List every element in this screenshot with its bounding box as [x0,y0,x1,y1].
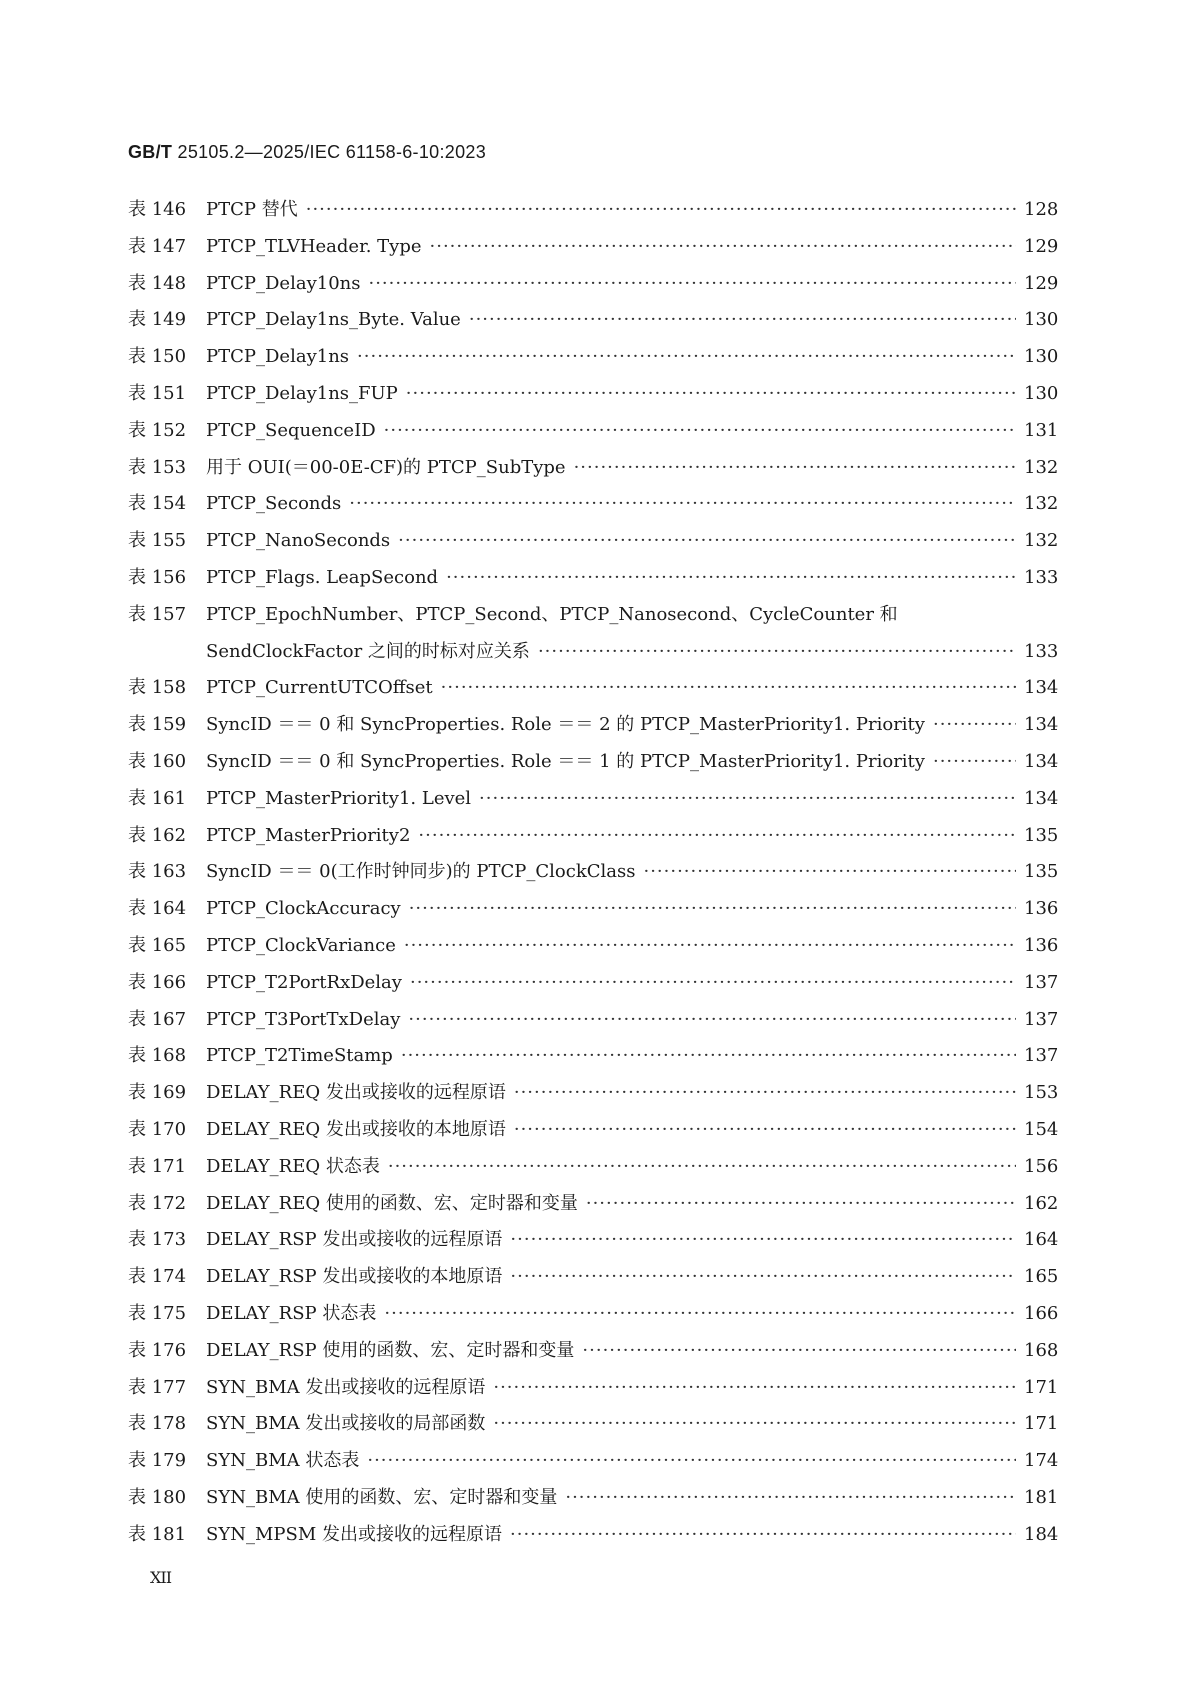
toc-dot-leader [933,744,1016,781]
toc-entry-title: SyncID ＝＝ 0(工作时钟同步)的 PTCP_ClockClass [206,861,636,883]
toc-entry-title: SYN_MPSM 发出或接收的远程原语 [206,1523,502,1545]
toc-dot-leader [510,1259,1016,1296]
toc-entry-title: SYN_BMA 状态表 [206,1450,360,1472]
toc-dot-leader [406,376,1016,413]
toc-entry[interactable] [128,744,1058,781]
document-header [128,142,486,163]
toc-entry-number: 表 172 [128,1192,187,1214]
toc-entry[interactable] [128,486,1058,523]
toc-dot-leader [430,229,1017,266]
toc-entry-number: 表 175 [128,1302,187,1324]
toc-entry[interactable] [128,597,1058,634]
toc-entry-number: 表 173 [128,1229,187,1251]
toc-entry-number: 表 154 [128,493,187,515]
toc-entry-number: 表 163 [128,861,187,883]
toc-entry-page: 137 [1024,971,1059,993]
toc-entry-page: 135 [1024,861,1059,883]
toc-entry-page: 132 [1024,493,1059,515]
toc-entry-title: PTCP_MasterPriority2 [206,824,411,846]
toc-entry[interactable] [128,1406,1058,1443]
toc-entry-page: 131 [1024,419,1059,441]
toc-entry-number: 表 160 [128,750,187,772]
toc-dot-leader [510,1222,1016,1259]
toc-entry[interactable] [128,1333,1058,1370]
toc-entry-title: PTCP_Delay10ns [206,272,361,294]
toc-dot-leader [384,413,1016,450]
toc-entry-title: PTCP_T2PortRxDelay [206,971,402,993]
toc-entry-page: 136 [1024,898,1059,920]
toc-entry-page: 184 [1024,1523,1059,1545]
toc-entry[interactable] [128,1075,1058,1112]
page-number: XII [150,1568,172,1587]
toc-entry-title: DELAY_REQ 发出或接收的本地原语 [206,1118,506,1140]
toc-entry[interactable] [128,192,1058,229]
toc-entry[interactable] [128,891,1058,928]
toc-entry[interactable] [128,928,1058,965]
toc-entry-title: PTCP_CurrentUTCOffset [206,677,433,699]
toc-entry-number: 表 171 [128,1155,187,1177]
toc-entry-number: 表 165 [128,934,187,956]
toc-entry-title: DELAY_RSP 发出或接收的本地原语 [206,1266,503,1288]
toc-entry-number: 表 180 [128,1486,187,1508]
table-of-contents [128,192,1058,1553]
toc-entry-title: PTCP_ClockAccuracy [206,898,401,920]
toc-dot-leader [479,781,1016,818]
toc-dot-leader [357,339,1016,376]
toc-entry-number: 表 166 [128,971,187,993]
toc-entry-number: 表 161 [128,787,187,809]
toc-dot-leader [446,560,1016,597]
toc-entry-title: PTCP_T2TimeStamp [206,1045,393,1067]
standard-prefix: GB/T [128,142,173,162]
toc-entry-page: 171 [1024,1413,1059,1435]
toc-entry-page: 162 [1024,1192,1059,1214]
toc-dot-leader [510,1517,1016,1554]
toc-entry-title: DELAY_RSP 状态表 [206,1302,377,1324]
toc-entry-title: PTCP_T3PortTxDelay [206,1008,401,1030]
toc-entry-title: PTCP_Delay1ns_FUP [206,382,398,404]
toc-entry[interactable] [128,965,1058,1002]
toc-entry-title: PTCP_Delay1ns [206,346,350,368]
toc-entry-page: 153 [1024,1082,1059,1104]
toc-entry-number: 表 159 [128,714,187,736]
toc-dot-leader [384,1296,1016,1333]
toc-entry-page: 156 [1024,1155,1059,1177]
toc-entry[interactable] [128,302,1058,339]
toc-entry-page: 129 [1024,235,1059,257]
toc-dot-leader [349,486,1016,523]
toc-entry[interactable] [128,1222,1058,1259]
toc-entry-number: 表 176 [128,1339,187,1361]
toc-entry-number: 表 162 [128,824,187,846]
toc-entry-page: 130 [1024,382,1059,404]
toc-entry-page: 133 [1024,640,1059,662]
toc-entry-page: 136 [1024,934,1059,956]
toc-dot-leader [367,1443,1016,1480]
toc-entry-number: 表 164 [128,898,187,920]
toc-entry-title: PTCP_Seconds [206,493,342,515]
toc-entry[interactable] [128,1038,1058,1075]
toc-entry[interactable] [128,229,1058,266]
toc-entry-title: DELAY_RSP 使用的函数、宏、定时器和变量 [206,1339,575,1361]
toc-entry-title: PTCP_EpochNumber、PTCP_Second、PTCP_Nanosecond、CycleCounter 和 [206,603,898,625]
toc-entry-title: PTCP_ClockVariance [206,934,396,956]
toc-entry-title: DELAY_REQ 使用的函数、宏、定时器和变量 [206,1192,578,1214]
toc-entry-title: SYN_BMA 发出或接收的局部函数 [206,1413,486,1435]
toc-entry-number: 表 149 [128,309,187,331]
toc-dot-leader [368,266,1016,303]
toc-entry-page: 135 [1024,824,1059,846]
toc-dot-leader [409,891,1016,928]
toc-entry-number: 表 146 [128,199,187,220]
toc-entry-page: 137 [1024,1008,1059,1030]
standard-number: 25105.2—2025/IEC 61158-6-10:2023 [172,142,487,162]
toc-dot-leader [514,1112,1016,1149]
toc-entry[interactable] [128,413,1058,450]
toc-entry-page: 130 [1024,346,1059,368]
toc-entry[interactable] [128,1517,1058,1554]
toc-entry-number: 表 177 [128,1376,187,1398]
toc-entry-title: SyncID ＝＝ 0 和 SyncProperties. Role ＝＝ 2 的 PTCP_MasterPriority1. Priority [206,714,925,736]
toc-entry-number: 表 178 [128,1413,187,1435]
toc-entry[interactable] [128,560,1058,597]
toc-dot-leader [401,1038,1016,1075]
toc-entry[interactable] [128,818,1058,855]
toc-entry[interactable] [128,339,1058,376]
toc-entry-page: 134 [1024,787,1059,809]
toc-entry[interactable] [128,266,1058,303]
toc-entry[interactable] [128,1112,1058,1149]
toc-entry-number: 表 148 [128,272,187,294]
toc-entry-page: 171 [1024,1376,1059,1398]
toc-dot-leader [398,523,1016,560]
toc-entry[interactable] [128,376,1058,413]
toc-dot-leader [441,670,1016,707]
toc-dot-leader [404,928,1016,965]
toc-entry-number: 表 152 [128,419,187,441]
toc-entry[interactable] [128,781,1058,818]
toc-entry-title: PTCP_TLVHeader. Type [206,235,422,257]
toc-dot-leader [538,634,1016,671]
toc-entry-page: 165 [1024,1266,1059,1288]
toc-dot-leader [388,1149,1016,1186]
toc-entry-page: 174 [1024,1450,1059,1472]
toc-entry-title: SyncID ＝＝ 0 和 SyncProperties. Role ＝＝ 1 的 PTCP_MasterPriority1. Priority [206,750,925,772]
toc-entry-page: 134 [1024,714,1059,736]
toc-entry[interactable] [128,1370,1058,1407]
toc-entry-title: PTCP_MasterPriority1. Level [206,787,472,809]
toc-dot-leader [493,1370,1016,1407]
toc-entry-number: 表 170 [128,1118,187,1140]
toc-entry-title: PTCP_SequenceID [206,419,376,441]
toc-dot-leader [582,1333,1016,1370]
toc-entry[interactable] [128,1480,1058,1517]
toc-entry-title: DELAY_REQ 发出或接收的远程原语 [206,1082,506,1104]
toc-entry[interactable] [128,854,1058,891]
toc-entry-number: 表 158 [128,677,187,699]
toc-dot-leader [514,1075,1016,1112]
toc-entry-title: SYN_BMA 使用的函数、宏、定时器和变量 [206,1486,558,1508]
toc-entry[interactable] [128,1259,1058,1296]
toc-entry-page: 137 [1024,1045,1059,1067]
toc-entry-title: PTCP_NanoSeconds [206,530,391,552]
toc-entry[interactable] [128,1149,1058,1186]
toc-dot-leader [643,854,1016,891]
toc-dot-leader [469,302,1016,339]
toc-entry-page: 129 [1024,272,1059,294]
toc-entry-number: 表 179 [128,1450,187,1472]
toc-entry-page: 164 [1024,1229,1059,1251]
toc-entry[interactable] [128,670,1058,707]
toc-entry[interactable] [128,1296,1058,1333]
toc-entry[interactable] [128,707,1058,744]
toc-dot-leader [574,450,1016,487]
toc-entry-page: 132 [1024,530,1059,552]
toc-entry-number: 表 155 [128,530,187,552]
toc-entry-title: PTCP 替代 [206,199,298,220]
toc-entry-title: SYN_BMA 发出或接收的远程原语 [206,1376,486,1398]
toc-entry-page: 134 [1024,750,1059,772]
toc-entry-page: 166 [1024,1302,1059,1324]
toc-entry-title: 用于 OUI(＝00-0E-CF)的 PTCP_SubType [206,456,566,478]
toc-dot-leader [586,1186,1016,1223]
toc-dot-leader [493,1406,1016,1443]
toc-entry-number: 表 147 [128,235,187,257]
toc-entry[interactable] [128,1002,1058,1039]
toc-entry-title: PTCP_Delay1ns_Byte. Value [206,309,461,331]
toc-dot-leader [306,192,1016,229]
toc-entry-title: DELAY_REQ 状态表 [206,1155,380,1177]
toc-entry-number: 表 156 [128,566,187,588]
toc-entry-number: 表 157 [128,603,187,625]
toc-entry-page: 134 [1024,677,1059,699]
toc-entry[interactable] [128,1186,1058,1223]
toc-entry-number: 表 174 [128,1266,187,1288]
toc-entry-number: 表 150 [128,346,187,368]
toc-entry-title: SendClockFactor 之间的时标对应关系 [206,640,530,662]
toc-entry-number: 表 151 [128,382,187,404]
toc-dot-leader [565,1480,1016,1517]
toc-entry-number: 表 167 [128,1008,187,1030]
toc-entry[interactable] [128,523,1058,560]
toc-entry-page: 168 [1024,1339,1059,1361]
toc-entry-page: 154 [1024,1118,1059,1140]
toc-dot-leader [410,965,1016,1002]
toc-dot-leader [418,818,1016,855]
toc-entry-number: 表 169 [128,1082,187,1104]
toc-entry-page: 181 [1024,1486,1059,1508]
toc-entry-number: 表 153 [128,456,187,478]
toc-entry-page: 128 [1024,199,1059,220]
toc-dot-leader [933,707,1016,744]
toc-entry[interactable] [128,1443,1058,1480]
toc-entry-page: 133 [1024,566,1059,588]
toc-entry-page: 130 [1024,309,1059,331]
toc-entry-page: 132 [1024,456,1059,478]
toc-entry-number: 表 181 [128,1523,187,1545]
toc-entry-number: 表 168 [128,1045,187,1067]
toc-entry[interactable] [128,450,1058,487]
toc-entry-title: DELAY_RSP 发出或接收的远程原语 [206,1229,503,1251]
toc-dot-leader [408,1002,1016,1039]
toc-entry[interactable] [128,634,1058,671]
toc-entry-title: PTCP_Flags. LeapSecond [206,566,439,588]
